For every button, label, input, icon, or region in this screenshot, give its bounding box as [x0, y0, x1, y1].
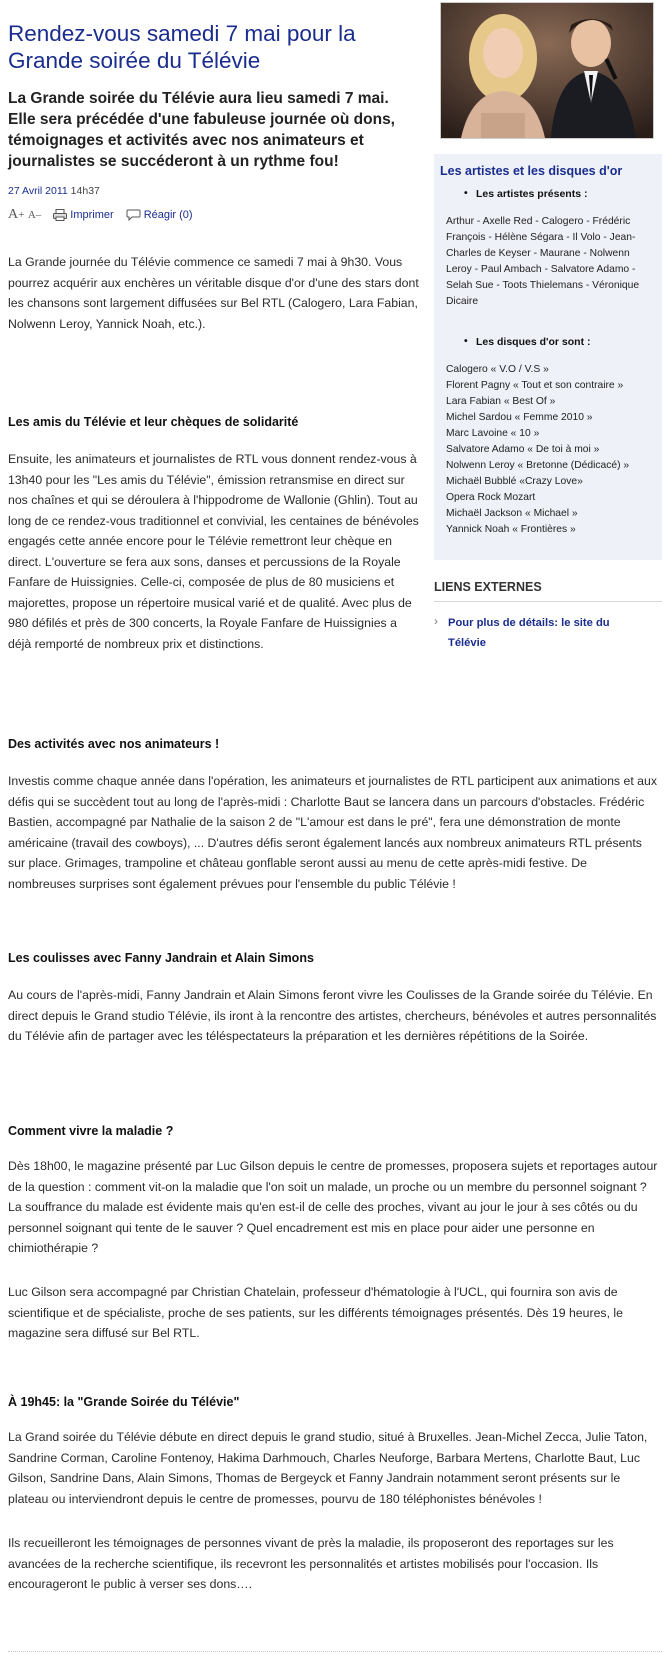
- speech-bubble-icon: [126, 209, 141, 221]
- section-body-maladie-1: Dès 18h00, le magazine présenté par Luc Gilson depuis le centre de promesses, proposera sujets et reportages autour de la question : comment vit-on la maladie que l'on soit un malade, un proche ou un membre du personnel soignant ? La souffrance du malade est évidente mais qu'en est-il de celle des proches, vivant au jour le jour à ses côtés ou du personnel soignant qui tente de le sauver ? Quel encadrement est mis en place pour aider une personne en chimiothérapie ?: [8, 1159, 658, 1255]
- album-item: Lara Fabian « Best Of »: [446, 396, 556, 407]
- album-item: Calogero « V.O / V.S »: [446, 364, 549, 375]
- article-intro: La Grande journée du Télévie commence ce samedi 7 mai à 9h30. Vous pourrez acquérir aux enchères un véritable disque d'or d'une des stars dont les chansons sont largement diffusées sur Bel RTL (Calogero, Lara Fabian, Nolwenn Leroy, Yannick Noah, etc.).: [8, 255, 419, 331]
- section-body-activites: Investis comme chaque année dans l'opération, les animateurs et journalistes de RTL participent aux animations et aux défis qui se succèdent tout au long de l'après-midi : Charlotte Baut se lancera dans un parcours d'obstacles. Frédéric Bastien, accompagné par Nathalie de la saison 2 de "L'amour est dans le pré", fera une démonstration de monte américaine (travail des cowboys), ... D'autres défis seront également lancés aux nombreux animateurs RTL présents sur place. Grimages, trampoline et château gonflable seront aussi au menu de cette après-midi festive. De nombreuses surprises sont également prévues pour l'ensemble du public Télévie !: [8, 774, 657, 891]
- artists-heading: • Les artistes présents :: [476, 188, 587, 200]
- article-time: 14h37: [70, 185, 100, 197]
- album-item: Michel Sardou « Femme 2010 »: [446, 412, 593, 423]
- section-heading-maladie: Comment vivre la maladie ?: [8, 1124, 174, 1138]
- print-label: Imprimer: [70, 209, 114, 221]
- chevron-right-icon: ›: [434, 614, 438, 628]
- react-button[interactable]: [126, 209, 193, 221]
- section-heading-soiree: À 19h45: la "Grande Soirée du Télévie": [8, 1395, 240, 1409]
- font-decrease-button[interactable]: [28, 207, 41, 222]
- section-body-coulisses: Au cours de l'après-midi, Fanny Jandrain et Alain Simons feront vivre les Coulisses de la Grande soirée du Télévie. En direct depuis le Grand studio Télévie, ils iront à la rencontre des artistes, chercheurs, bénévoles et autres personnalités du Télévie afin de partager avec les téléspectateurs la préparation et les dernières répétitions de la Soirée.: [8, 988, 657, 1043]
- album-item: Michaël Jackson « Michael »: [446, 508, 578, 519]
- album-item: Salvatore Adamo « De toi à moi »: [446, 444, 600, 455]
- albums-heading: • Les disques d'or sont :: [476, 336, 591, 348]
- font-decrease-letter: A: [27, 209, 36, 221]
- section-body-maladie-2: Luc Gilson sera accompagné par Christian Chatelain, professeur d'hématologie à l'UCL, qui fournira son avis de scientifique et de spécialiste, proche de ses patients, sur les différents témoignages présentés. Dès 19 heures, le magazine sera diffusé sur Bel RTL.: [8, 1285, 623, 1340]
- section-heading-coulisses: Les coulisses avec Fanny Jandrain et Alain Simons: [8, 951, 314, 965]
- font-size-controls: [8, 207, 41, 223]
- section-heading-amis: Les amis du Télévie et leur chèques de solidarité: [8, 415, 299, 429]
- font-increase-letter: A: [8, 207, 19, 222]
- section-body-soiree-2: Ils recueilleront les témoignages de personnes vivant de près la maladie, ils proposeront des reportages sur les avancées de la recherche scientifique, ils recevront les personnalités et artistes mobilisés pour l'occasion. Ils encourageront le public à verser ses dons….: [8, 1536, 614, 1591]
- article-header: [8, 0, 418, 223]
- article-title: Rendez-vous samedi 7 mai pour la Grande soirée du Télévie: [8, 21, 356, 73]
- artists-box-title: Les artistes et les disques d'or: [440, 164, 623, 178]
- print-button[interactable]: [53, 209, 113, 221]
- article-meta: [8, 185, 418, 197]
- font-increase-sign: +: [18, 209, 25, 221]
- external-links-heading: LIENS EXTERNES: [434, 580, 542, 594]
- album-item: Nolwenn Leroy « Bretonne (Dédicacé) »: [446, 460, 630, 471]
- printer-icon: [53, 209, 67, 221]
- album-item: Yannick Noah « Frontières »: [446, 524, 576, 535]
- section-body-amis: Ensuite, les animateurs et journalistes de RTL vous donnent rendez-vous à 13h40 pour les "Les amis du Télévie", émission retransmise en direct sur nos chaînes et qui se déroulera à l'hippodrome de Wallonie (Ghlin). Tout au long de ce rendez-vous traditionnel et convivial, les centaines de bénévoles engagés cette année encore pour le Télévie remettront leur chèque en direct. L'ouverture se fera aux sons, danses et percussions de la Royale Fanfare de Huissignies. Celle-ci, composée de plus de 80 musiciens et majorettes, propose un répertoire musical varié et de qualité. Avec plus de 980 défilés et près de 300 concerts, la Royale Fanfare de Huissignies a déjà remporté de nombreux prix et distinctions.: [8, 452, 419, 651]
- album-item: Opera Rock Mozart: [446, 492, 536, 503]
- televie-site-link[interactable]: Pour plus de détails: le site du Télévie: [448, 617, 610, 649]
- section-body-soiree-1: La Grand soirée du Télévie débute en direct depuis le grand studio, situé à Bruxelles. Jean-Michel Zecca, Julie Taton, Sandrine Corman, Caroline Fontenoy, Hakima Darhmouch, Charles Neuforge, Barbara Mertens, Charlotte Baut, Luc Gilson, Sandrine Dans, Alain Simons, Thomas de Bergeyck et Fanny Jandrain notamment seront présents sur le plateau ou interviendront depuis le centre de promesses, pourvu de 180 téléphonistes bénévoles !: [8, 1430, 648, 1506]
- article-toolbar: [8, 207, 418, 223]
- external-links-divider: [434, 601, 662, 602]
- artists-list: Arthur - Axelle Red - Calogero - Frédéric François - Hélène Ségara - Il Volo - Jean-Charles de Keyser - Maurane - Nolwenn Leroy - Paul Ambach - Salvatore Adamo - Selah Sue - Toots Thielemans - Véronique Dicaire: [446, 216, 640, 307]
- presenters-photo-image: [441, 3, 653, 138]
- article-date: 27 Avril 2011: [8, 185, 68, 197]
- article-photo: [440, 2, 654, 139]
- react-label: Réagir (0): [143, 209, 193, 221]
- font-increase-button[interactable]: [8, 207, 24, 222]
- article-lead: La Grande soirée du Télévie aura lieu samedi 7 mai. Elle sera précédée d'une fabuleuse journée où dons, témoignages et activités avec nos animateurs et journalistes se succéderont à un rythme fou!: [8, 90, 395, 170]
- album-item: Florent Pagny « Tout et son contraire »: [446, 380, 624, 391]
- footer-divider: [8, 1651, 662, 1652]
- section-heading-activites: Des activités avec nos animateurs !: [8, 737, 220, 751]
- album-item: Marc Lavoine « 10 »: [446, 428, 540, 439]
- albums-list: [446, 362, 656, 538]
- album-item: Michaël Bubblé «Crazy Love»: [446, 476, 583, 487]
- font-decrease-sign: –: [35, 209, 42, 221]
